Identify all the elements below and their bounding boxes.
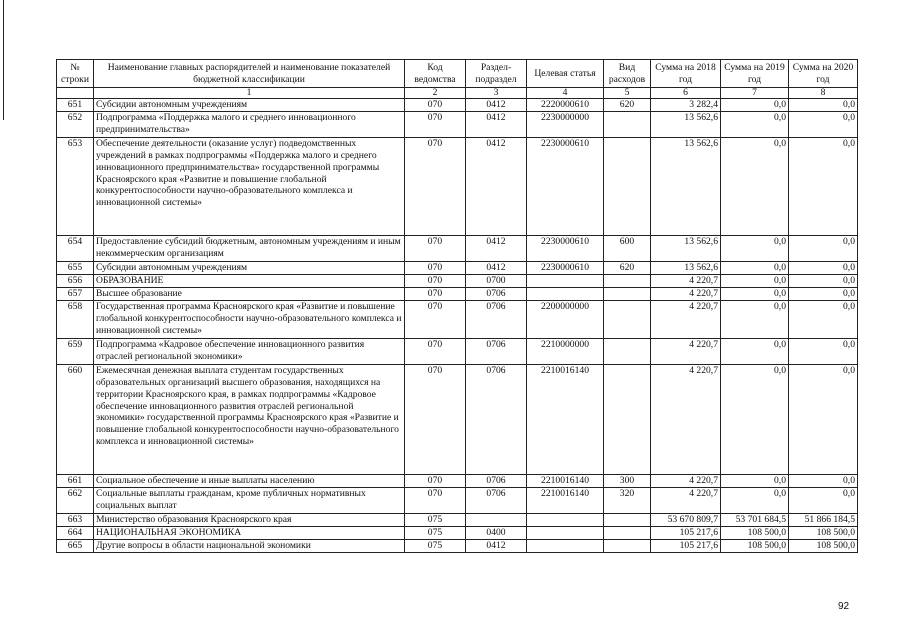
column-number: 4 bbox=[527, 88, 604, 99]
department-code: 070 bbox=[405, 288, 466, 301]
table-row bbox=[57, 236, 858, 262]
expense-type bbox=[604, 288, 651, 301]
section-code: 0706 bbox=[466, 339, 527, 365]
row-name: Ежемесячная денежная выплата студентам государственных образовательных организаций высшего образования, находящихся на территории Красноярского края, в рамках подпрограммы «Кадровое обеспечение инновационного развития отраслей региональной экономики» государственной программы Красноярского края «Развитие и повышение глобальной конкурентоспособности научно-образовательного комплекса и инновационной системы» bbox=[94, 365, 405, 475]
sum-2018: 13 562,6 bbox=[651, 138, 721, 236]
sum-2019: 0,0 bbox=[721, 99, 789, 112]
budget-table bbox=[56, 59, 858, 553]
header-row-number: № строки bbox=[57, 60, 94, 88]
target-article: 2230000610 bbox=[527, 138, 604, 236]
sum-2018: 4 220,7 bbox=[651, 275, 721, 288]
table-row bbox=[57, 527, 858, 540]
expense-type bbox=[604, 540, 651, 553]
sum-2020: 0,0 bbox=[789, 275, 858, 288]
section-code: 0412 bbox=[466, 112, 527, 138]
target-article: 2230000000 bbox=[527, 112, 604, 138]
department-code: 070 bbox=[405, 236, 466, 262]
sum-2020: 0,0 bbox=[789, 112, 858, 138]
sum-2020: 0,0 bbox=[789, 365, 858, 475]
sum-2018: 105 217,6 bbox=[651, 527, 721, 540]
sum-2019: 0,0 bbox=[721, 339, 789, 365]
sum-2020: 0,0 bbox=[789, 262, 858, 275]
row-name: Другие вопросы в области национальной экономики bbox=[94, 540, 405, 553]
target-article: 2200000000 bbox=[527, 301, 604, 339]
row-number: 664 bbox=[57, 527, 94, 540]
header-sum-2018: Сумма на 2018 год bbox=[651, 60, 721, 88]
expense-type bbox=[604, 112, 651, 138]
row-name: Социальное обеспечение и иные выплаты населению bbox=[94, 475, 405, 488]
target-article bbox=[527, 540, 604, 553]
row-name: Министерство образования Красноярского края bbox=[94, 514, 405, 527]
row-number: 652 bbox=[57, 112, 94, 138]
row-number: 661 bbox=[57, 475, 94, 488]
section-code: 0412 bbox=[466, 138, 527, 236]
department-code: 070 bbox=[405, 365, 466, 475]
sum-2018: 105 217,6 bbox=[651, 540, 721, 553]
row-name: Подпрограмма «Поддержка малого и среднего инновационного предпринимательства» bbox=[94, 112, 405, 138]
target-article: 2210016140 bbox=[527, 475, 604, 488]
sum-2019: 0,0 bbox=[721, 275, 789, 288]
header-sum-2020: Сумма на 2020 год bbox=[789, 60, 858, 88]
row-number: 660 bbox=[57, 365, 94, 475]
row-number: 651 bbox=[57, 99, 94, 112]
expense-type: 320 bbox=[604, 488, 651, 514]
sum-2018: 4 220,7 bbox=[651, 288, 721, 301]
target-article bbox=[527, 527, 604, 540]
row-number: 659 bbox=[57, 339, 94, 365]
expense-type: 300 bbox=[604, 475, 651, 488]
table-row bbox=[57, 301, 858, 339]
department-code: 075 bbox=[405, 540, 466, 553]
table-row bbox=[57, 112, 858, 138]
department-code: 070 bbox=[405, 475, 466, 488]
target-article: 2230000610 bbox=[527, 236, 604, 262]
section-code: 0400 bbox=[466, 527, 527, 540]
section-code bbox=[466, 514, 527, 527]
section-code: 0706 bbox=[466, 475, 527, 488]
section-code: 0700 bbox=[466, 275, 527, 288]
row-name: НАЦИОНАЛЬНАЯ ЭКОНОМИКА bbox=[94, 527, 405, 540]
row-name: Государственная программа Красноярского края «Развитие и повышение глобальной конкурентоспособности научно-образовательного комплекса и инновационной системы» bbox=[94, 301, 405, 339]
row-number: 657 bbox=[57, 288, 94, 301]
table-row bbox=[57, 365, 858, 475]
expense-type bbox=[604, 339, 651, 365]
column-number: 3 bbox=[466, 88, 527, 99]
target-article: 2220000610 bbox=[527, 99, 604, 112]
table-row bbox=[57, 262, 858, 275]
sum-2020: 108 500,0 bbox=[789, 540, 858, 553]
sum-2018: 4 220,7 bbox=[651, 475, 721, 488]
table-row bbox=[57, 138, 858, 236]
table-row bbox=[57, 275, 858, 288]
sum-2019: 0,0 bbox=[721, 488, 789, 514]
target-article bbox=[527, 288, 604, 301]
table-row bbox=[57, 475, 858, 488]
expense-type: 620 bbox=[604, 262, 651, 275]
sum-2020: 0,0 bbox=[789, 288, 858, 301]
header-name: Наименование главных распорядителей и наименование показателей бюджетной классификации bbox=[94, 60, 405, 88]
sum-2018: 13 562,6 bbox=[651, 112, 721, 138]
header-target-article: Целевая статья bbox=[527, 60, 604, 88]
table-row bbox=[57, 488, 858, 514]
sum-2019: 0,0 bbox=[721, 365, 789, 475]
target-article bbox=[527, 275, 604, 288]
sum-2019: 0,0 bbox=[721, 475, 789, 488]
sum-2019: 0,0 bbox=[721, 236, 789, 262]
department-code: 070 bbox=[405, 488, 466, 514]
column-number: 6 bbox=[651, 88, 721, 99]
row-name: Субсидии автономным учреждениям bbox=[94, 99, 405, 112]
section-code: 0706 bbox=[466, 301, 527, 339]
sum-2020: 0,0 bbox=[789, 99, 858, 112]
sum-2019: 0,0 bbox=[721, 138, 789, 236]
row-number: 654 bbox=[57, 236, 94, 262]
row-number: 658 bbox=[57, 301, 94, 339]
table-row bbox=[57, 288, 858, 301]
row-number: 653 bbox=[57, 138, 94, 236]
sum-2020: 0,0 bbox=[789, 301, 858, 339]
expense-type bbox=[604, 365, 651, 475]
section-code: 0412 bbox=[466, 236, 527, 262]
sum-2020: 108 500,0 bbox=[789, 527, 858, 540]
sum-2018: 3 282,4 bbox=[651, 99, 721, 112]
header-sum-2019: Сумма на 2019 год bbox=[721, 60, 789, 88]
row-number: 656 bbox=[57, 275, 94, 288]
sum-2019: 53 701 684,5 bbox=[721, 514, 789, 527]
table-row bbox=[57, 540, 858, 553]
table-body bbox=[57, 99, 858, 553]
sum-2018: 13 562,6 bbox=[651, 236, 721, 262]
expense-type bbox=[604, 138, 651, 236]
department-code: 070 bbox=[405, 339, 466, 365]
header-row bbox=[57, 60, 858, 88]
sum-2019: 0,0 bbox=[721, 301, 789, 339]
header-expense-type: Вид расходов bbox=[604, 60, 651, 88]
department-code: 070 bbox=[405, 262, 466, 275]
target-article: 2230000610 bbox=[527, 262, 604, 275]
expense-type: 600 bbox=[604, 236, 651, 262]
column-number: 7 bbox=[721, 88, 789, 99]
table-row bbox=[57, 99, 858, 112]
row-number: 663 bbox=[57, 514, 94, 527]
row-name: Предоставление субсидий бюджетным, автономным учреждениям и иным некоммерческим организациям bbox=[94, 236, 405, 262]
sum-2020: 0,0 bbox=[789, 339, 858, 365]
row-name: Обеспечение деятельности (оказание услуг) подведомственных учреждений в рамках подпрограммы «Поддержка малого и среднего инновационного предпринимательства» государственной программы Красноярского края «Развитие и повышение глобальной конкурентоспособности научно-образовательного комплекса и инновационной системы» bbox=[94, 138, 405, 236]
column-number: 1 bbox=[94, 88, 405, 99]
row-name: Субсидии автономным учреждениям bbox=[94, 262, 405, 275]
row-name: ОБРАЗОВАНИЕ bbox=[94, 275, 405, 288]
sum-2020: 0,0 bbox=[789, 138, 858, 236]
scan-edge-line bbox=[3, 0, 4, 120]
department-code: 070 bbox=[405, 275, 466, 288]
department-code: 070 bbox=[405, 138, 466, 236]
sum-2020: 51 866 184,5 bbox=[789, 514, 858, 527]
sum-2018: 13 562,6 bbox=[651, 262, 721, 275]
sum-2018: 4 220,7 bbox=[651, 365, 721, 475]
column-number: 2 bbox=[405, 88, 466, 99]
table-row bbox=[57, 339, 858, 365]
sum-2019: 108 500,0 bbox=[721, 540, 789, 553]
target-article bbox=[527, 514, 604, 527]
sum-2020: 0,0 bbox=[789, 475, 858, 488]
row-number: 655 bbox=[57, 262, 94, 275]
section-code: 0412 bbox=[466, 262, 527, 275]
sum-2018: 4 220,7 bbox=[651, 488, 721, 514]
target-article: 2210016140 bbox=[527, 488, 604, 514]
section-code: 0706 bbox=[466, 288, 527, 301]
sum-2018: 4 220,7 bbox=[651, 339, 721, 365]
expense-type bbox=[604, 527, 651, 540]
section-code: 0412 bbox=[466, 99, 527, 112]
sum-2019: 108 500,0 bbox=[721, 527, 789, 540]
target-article: 2210000000 bbox=[527, 339, 604, 365]
department-code: 070 bbox=[405, 112, 466, 138]
sum-2020: 0,0 bbox=[789, 236, 858, 262]
expense-type bbox=[604, 301, 651, 339]
section-code: 0412 bbox=[466, 540, 527, 553]
header-section: Раздел-подраздел bbox=[466, 60, 527, 88]
column-number-row bbox=[57, 88, 858, 99]
sum-2020: 0,0 bbox=[789, 488, 858, 514]
sum-2019: 0,0 bbox=[721, 288, 789, 301]
target-article: 2210016140 bbox=[527, 365, 604, 475]
expense-type bbox=[604, 275, 651, 288]
row-number: 662 bbox=[57, 488, 94, 514]
sum-2019: 0,0 bbox=[721, 262, 789, 275]
column-number: 8 bbox=[789, 88, 858, 99]
section-code: 0706 bbox=[466, 488, 527, 514]
row-name: Высшее образование bbox=[94, 288, 405, 301]
column-number bbox=[57, 88, 94, 99]
department-code: 070 bbox=[405, 301, 466, 339]
table-row bbox=[57, 514, 858, 527]
sum-2019: 0,0 bbox=[721, 112, 789, 138]
row-name: Подпрограмма «Кадровое обеспечение инновационного развития отраслей региональной экономики» bbox=[94, 339, 405, 365]
department-code: 075 bbox=[405, 527, 466, 540]
header-department-code: Код ведомства bbox=[405, 60, 466, 88]
page-number: 92 bbox=[838, 601, 850, 612]
department-code: 075 bbox=[405, 514, 466, 527]
sum-2018: 53 670 809,7 bbox=[651, 514, 721, 527]
section-code: 0706 bbox=[466, 365, 527, 475]
sum-2018: 4 220,7 bbox=[651, 301, 721, 339]
expense-type bbox=[604, 514, 651, 527]
expense-type: 620 bbox=[604, 99, 651, 112]
row-name: Социальные выплаты гражданам, кроме публичных нормативных социальных выплат bbox=[94, 488, 405, 514]
row-number: 665 bbox=[57, 540, 94, 553]
column-number: 5 bbox=[604, 88, 651, 99]
department-code: 070 bbox=[405, 99, 466, 112]
